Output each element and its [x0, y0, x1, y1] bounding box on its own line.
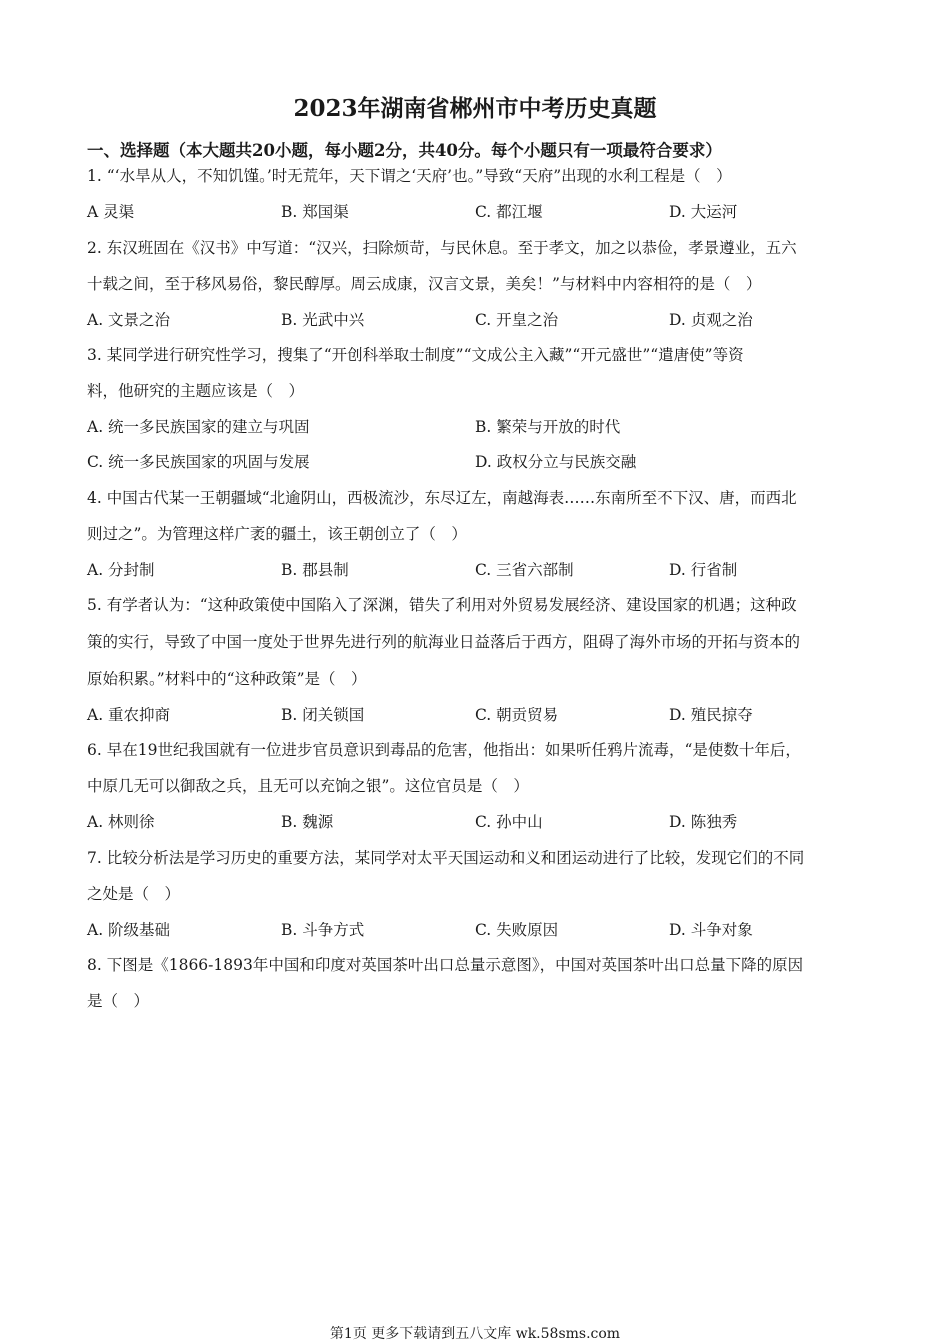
question-2-line-1: 2. 东汉班固在《汉书》中写道：“汉兴，扫除烦苛，与民休息。至于孝文，加之以恭俭，孝景遵业，五六 [87, 239, 797, 257]
question-3-line-2: 料，他研究的主题应该是（ ） [87, 382, 305, 400]
question-1-option-a: A 灵渠 [87, 203, 135, 221]
question-5-line-2: 策的实行，导致了中国一度处于世界先进行列的航海业日益落后于西方，阻碍了海外市场的开拓与资本的 [87, 633, 801, 651]
question-2-option-c: C. 开皇之治 [475, 311, 559, 329]
question-2-line-2: 十载之间，至于移风易俗，黎民醇厚。周云成康，汉言文景，美矣！”与材料中内容相符的是（ ） [87, 275, 762, 293]
question-1-option-c: C. 都江堰 [475, 203, 543, 221]
section-heading: 一、选择题（本大题共20小题，每小题2分，共40分。每个小题只有一项最符合要求） [87, 141, 722, 160]
question-5-option-c: C. 朝贡贸易 [475, 706, 559, 724]
question-7-option-c: C. 失败原因 [475, 921, 559, 939]
question-1-line-1: 1. “‘水旱从人，不知饥馑。’时无荒年，天下谓之‘天府’也。”导致“天府”出现的水利工程是（ ） [87, 167, 732, 185]
question-7-option-b: B. 斗争方式 [281, 921, 365, 939]
question-2-option-b: B. 光武中兴 [281, 311, 365, 329]
question-3-option-a: A. 统一多民族国家的建立与巩固 [87, 418, 310, 436]
page-footer: 第1页 更多下载请到五八文库 wk.58sms.com [329, 1326, 621, 1342]
question-6-line-1: 6. 早在19世纪我国就有一位进步官员意识到毒品的危害，他指出：如果听任鸦片流毒，“是使数十年后， [87, 741, 801, 759]
question-7-option-d: D. 斗争对象 [669, 921, 753, 939]
question-5-line-1: 5. 有学者认为：“这种政策使中国陷入了深渊，错失了利用对外贸易发展经济、建设国家的机遇；这种政 [87, 596, 797, 614]
question-3-option-c: C. 统一多民族国家的巩固与发展 [87, 453, 310, 471]
question-1-option-b: B. 郑国渠 [281, 203, 349, 221]
question-4-option-a: A. 分封制 [87, 561, 155, 579]
question-4-option-d: D. 行省制 [669, 561, 738, 579]
question-7-option-a: A. 阶级基础 [87, 921, 171, 939]
question-6-line-2: 中原几无可以御敌之兵，且无可以充饷之银”。这位官员是（ ） [87, 777, 529, 795]
question-5-option-b: B. 闭关锁国 [281, 706, 365, 724]
question-6-option-c: C. 孙中山 [475, 813, 543, 831]
question-6-option-b: B. 魏源 [281, 813, 334, 831]
question-6-option-d: D. 陈独秀 [669, 813, 738, 831]
question-4-option-b: B. 郡县制 [281, 561, 349, 579]
question-4-line-1: 4. 中国古代某一王朝疆域“北逾阴山，西极流沙，东尽辽左，南越海表……东南所至不下汉、唐，而西北 [87, 489, 797, 507]
question-3-option-d: D. 政权分立与民族交融 [475, 453, 637, 471]
question-4-option-c: C. 三省六部制 [475, 561, 574, 579]
question-5-line-3: 原始积累。”材料中的“这种政策”是（ ） [87, 670, 367, 688]
question-8-line-1: 8. 下图是《1866-1893年中国和印度对英国茶叶出口总量示意图》，中国对英国茶叶出口总量下降的原因 [87, 956, 804, 974]
question-5-option-d: D. 殖民掠夺 [669, 706, 753, 724]
page-title: 2023年湖南省郴州市中考历史真题 [293, 95, 657, 122]
question-8-line-2: 是（ ） [87, 992, 150, 1010]
question-2-option-d: D. 贞观之治 [669, 311, 753, 329]
question-3-option-b: B. 繁荣与开放的时代 [475, 418, 621, 436]
question-7-line-2: 之处是（ ） [87, 885, 181, 903]
question-4-line-2: 则过之”。为管理这样广袤的疆土，该王朝创立了（ ） [87, 525, 467, 543]
question-7-line-1: 7. 比较分析法是学习历史的重要方法，某同学对太平天国运动和义和团运动进行了比较，发现它们的不同 [87, 849, 805, 867]
question-2-option-a: A. 文景之治 [87, 311, 171, 329]
question-3-line-1: 3. 某同学进行研究性学习，搜集了“开创科举取士制度”“文成公主入藏”“开元盛世”“遣唐使”等资 [87, 346, 744, 364]
question-1-option-d: D. 大运河 [669, 203, 738, 221]
question-5-option-a: A. 重农抑商 [87, 706, 171, 724]
question-6-option-a: A. 林则徐 [87, 813, 155, 831]
